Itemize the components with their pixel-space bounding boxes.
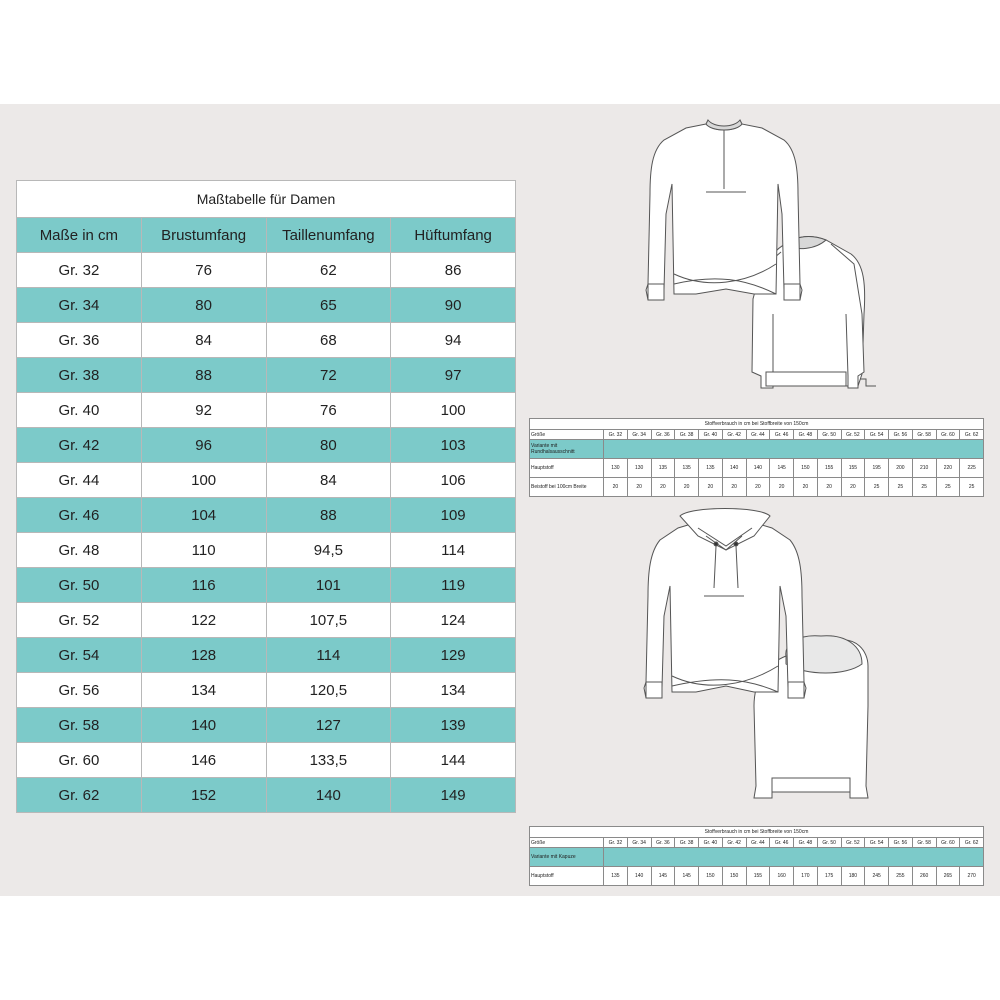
measurement-cell: 94,5 — [266, 533, 391, 568]
fabric-value-cell: 255 — [889, 867, 913, 886]
size-header-cell: Gr. 34 — [627, 430, 651, 440]
fabric-value-cell: 20 — [841, 478, 865, 497]
measurement-cell: 86 — [391, 253, 516, 288]
size-label-cell: Gr. 34 — [17, 288, 142, 323]
size-chart-table — [16, 180, 516, 813]
size-header-cell: Gr. 60 — [936, 430, 960, 440]
measurement-cell: 100 — [141, 463, 266, 498]
size-label-cell: Gr. 48 — [17, 533, 142, 568]
size-row — [17, 638, 516, 673]
size-label-cell: Gr. 62 — [17, 778, 142, 813]
size-row — [17, 323, 516, 358]
fabric-value-cell: 160 — [770, 867, 794, 886]
size-header-cell: Gr. 54 — [865, 838, 889, 848]
size-header-cell: Gr. 52 — [841, 430, 865, 440]
fabric-value-cell: 200 — [889, 459, 913, 478]
fabric-value-cell: 155 — [841, 459, 865, 478]
fabric-table-title: Stoffverbrauch in cm bei Stoffbreite von 150cm — [530, 419, 984, 430]
variant-row — [530, 440, 984, 459]
size-header-cell: Gr. 52 — [841, 838, 865, 848]
fabric-value-cell: 25 — [960, 478, 984, 497]
size-header-cell: Gr. 38 — [675, 838, 699, 848]
size-row — [17, 673, 516, 708]
fabric-value-cell: 20 — [746, 478, 770, 497]
size-label-cell: Gr. 56 — [17, 673, 142, 708]
measurement-cell: 152 — [141, 778, 266, 813]
size-row — [17, 708, 516, 743]
measurement-cell: 127 — [266, 708, 391, 743]
size-header-label: Größe — [530, 838, 604, 848]
fabric-value-cell: 175 — [817, 867, 841, 886]
measurement-cell: 92 — [141, 393, 266, 428]
measurement-cell: 109 — [391, 498, 516, 533]
measurement-cell: 114 — [391, 533, 516, 568]
measurement-cell: 128 — [141, 638, 266, 673]
fabric-value-cell: 25 — [889, 478, 913, 497]
sweater-illustration — [636, 114, 876, 404]
measurement-cell: 80 — [266, 428, 391, 463]
fabric-value-cell: 265 — [936, 867, 960, 886]
size-label-cell: Gr. 52 — [17, 603, 142, 638]
header-cell: Hüftumfang — [391, 218, 516, 253]
size-header-cell: Gr. 42 — [722, 430, 746, 440]
fabric-value-cell: 150 — [699, 867, 723, 886]
fabric-value-cell: 135 — [651, 459, 675, 478]
fabric-value-cell: 135 — [699, 459, 723, 478]
fabric-value-cell: 20 — [722, 478, 746, 497]
fabric-value-cell: 220 — [936, 459, 960, 478]
fabric-consumption-table-crew-neck — [529, 418, 984, 497]
fabric-row — [530, 459, 984, 478]
size-label-cell: Gr. 54 — [17, 638, 142, 673]
fabric-value-cell: 145 — [675, 867, 699, 886]
size-row — [17, 428, 516, 463]
variant-fill — [604, 848, 984, 867]
measurement-cell: 140 — [141, 708, 266, 743]
fabric-value-cell: 260 — [912, 867, 936, 886]
fabric-table-title-row — [530, 419, 984, 430]
size-header-cell: Gr. 56 — [889, 838, 913, 848]
size-row — [17, 463, 516, 498]
size-row — [17, 358, 516, 393]
measurement-cell: 124 — [391, 603, 516, 638]
fabric-value-cell: 195 — [865, 459, 889, 478]
size-header-cell: Gr. 54 — [865, 430, 889, 440]
header-cell: Maße in cm — [17, 218, 142, 253]
measurement-cell: 88 — [141, 358, 266, 393]
size-header-label: Größe — [530, 430, 604, 440]
size-row — [17, 568, 516, 603]
measurement-cell: 144 — [391, 743, 516, 778]
size-header-cell: Gr. 40 — [699, 838, 723, 848]
size-header-cell: Gr. 44 — [746, 430, 770, 440]
size-label-cell: Gr. 38 — [17, 358, 142, 393]
measurement-cell: 80 — [141, 288, 266, 323]
fabric-value-cell: 130 — [627, 459, 651, 478]
measurement-cell: 100 — [391, 393, 516, 428]
fabric-value-cell: 245 — [865, 867, 889, 886]
fabric-value-cell: 150 — [722, 867, 746, 886]
size-label-cell: Gr. 60 — [17, 743, 142, 778]
size-header-cell: Gr. 48 — [794, 430, 818, 440]
size-header-cell: Gr. 50 — [817, 838, 841, 848]
fabric-row-label: Hauptstoff — [530, 867, 604, 886]
size-header-cell: Gr. 60 — [936, 838, 960, 848]
measurement-cell: 96 — [141, 428, 266, 463]
measurement-cell: 72 — [266, 358, 391, 393]
fabric-value-cell: 25 — [865, 478, 889, 497]
measurement-cell: 97 — [391, 358, 516, 393]
measurement-cell: 134 — [391, 673, 516, 708]
measurement-cell: 149 — [391, 778, 516, 813]
fabric-row — [530, 867, 984, 886]
fabric-value-cell: 155 — [746, 867, 770, 886]
size-label-cell: Gr. 50 — [17, 568, 142, 603]
size-header-cell: Gr. 58 — [912, 430, 936, 440]
size-header-cell: Gr. 62 — [960, 838, 984, 848]
measurement-cell: 84 — [141, 323, 266, 358]
size-header-cell: Gr. 58 — [912, 838, 936, 848]
measurement-cell: 106 — [391, 463, 516, 498]
measurement-cell: 88 — [266, 498, 391, 533]
fabric-value-cell: 20 — [794, 478, 818, 497]
size-header-cell: Gr. 36 — [651, 430, 675, 440]
variant-label: Variante mit Kapuze — [530, 848, 604, 867]
fabric-value-cell: 140 — [722, 459, 746, 478]
fabric-value-cell: 130 — [604, 459, 628, 478]
measurement-cell: 62 — [266, 253, 391, 288]
fabric-value-cell: 25 — [936, 478, 960, 497]
size-header-cell: Gr. 32 — [604, 430, 628, 440]
measurement-cell: 68 — [266, 323, 391, 358]
measurement-cell: 133,5 — [266, 743, 391, 778]
fabric-table-title: Stoffverbrauch in cm bei Stoffbreite von 150cm — [530, 827, 984, 838]
fabric-value-cell: 135 — [604, 867, 628, 886]
measurement-cell: 65 — [266, 288, 391, 323]
measurement-cell: 104 — [141, 498, 266, 533]
measurement-cell: 110 — [141, 533, 266, 568]
fabric-value-cell: 145 — [651, 867, 675, 886]
measurement-cell: 139 — [391, 708, 516, 743]
fabric-value-cell: 20 — [651, 478, 675, 497]
fabric-value-cell: 25 — [912, 478, 936, 497]
size-row — [17, 288, 516, 323]
size-label-cell: Gr. 40 — [17, 393, 142, 428]
size-label-cell: Gr. 42 — [17, 428, 142, 463]
fabric-value-cell: 140 — [627, 867, 651, 886]
fabric-size-row — [530, 838, 984, 848]
fabric-row-label: Beistoff bei 100cm Breite — [530, 478, 604, 497]
size-row — [17, 533, 516, 568]
fabric-value-cell: 150 — [794, 459, 818, 478]
size-header-cell: Gr. 44 — [746, 838, 770, 848]
fabric-size-row — [530, 430, 984, 440]
variant-label: Variante mit Rundhalsausschnitt — [530, 440, 604, 459]
measurement-cell: 103 — [391, 428, 516, 463]
size-header-cell: Gr. 42 — [722, 838, 746, 848]
size-header-cell: Gr. 48 — [794, 838, 818, 848]
size-header-cell: Gr. 40 — [699, 430, 723, 440]
size-header-cell: Gr. 36 — [651, 838, 675, 848]
header-cell: Taillenumfang — [266, 218, 391, 253]
hoodie-illustration — [636, 506, 876, 806]
size-header-cell: Gr. 32 — [604, 838, 628, 848]
measurement-cell: 146 — [141, 743, 266, 778]
size-row — [17, 253, 516, 288]
size-row — [17, 603, 516, 638]
measurement-cell: 84 — [266, 463, 391, 498]
size-row — [17, 743, 516, 778]
fabric-value-cell: 225 — [960, 459, 984, 478]
fabric-value-cell: 20 — [770, 478, 794, 497]
fabric-value-cell: 20 — [817, 478, 841, 497]
measurement-cell: 114 — [266, 638, 391, 673]
measurement-cell: 76 — [266, 393, 391, 428]
measurement-cell: 90 — [391, 288, 516, 323]
size-label-cell: Gr. 58 — [17, 708, 142, 743]
size-header-cell: Gr. 46 — [770, 430, 794, 440]
size-row — [17, 393, 516, 428]
measurement-cell: 76 — [141, 253, 266, 288]
measurement-cell: 134 — [141, 673, 266, 708]
size-header-cell: Gr. 34 — [627, 838, 651, 848]
fabric-row — [530, 478, 984, 497]
fabric-consumption-table-hood — [529, 826, 984, 886]
measurement-cell: 94 — [391, 323, 516, 358]
fabric-table-title-row — [530, 827, 984, 838]
fabric-value-cell: 170 — [794, 867, 818, 886]
size-label-cell: Gr. 36 — [17, 323, 142, 358]
size-chart-header-row — [17, 218, 516, 253]
size-row — [17, 498, 516, 533]
header-cell: Brustumfang — [141, 218, 266, 253]
fabric-value-cell: 20 — [675, 478, 699, 497]
size-header-cell: Gr. 56 — [889, 430, 913, 440]
fabric-value-cell: 155 — [817, 459, 841, 478]
size-label-cell: Gr. 46 — [17, 498, 142, 533]
measurement-cell: 119 — [391, 568, 516, 603]
size-row — [17, 778, 516, 813]
fabric-value-cell: 140 — [746, 459, 770, 478]
size-header-cell: Gr. 62 — [960, 430, 984, 440]
measurement-cell: 116 — [141, 568, 266, 603]
fabric-value-cell: 20 — [604, 478, 628, 497]
measurement-cell: 129 — [391, 638, 516, 673]
measurement-cell: 140 — [266, 778, 391, 813]
size-header-cell: Gr. 46 — [770, 838, 794, 848]
size-label-cell: Gr. 32 — [17, 253, 142, 288]
measurement-cell: 120,5 — [266, 673, 391, 708]
size-label-cell: Gr. 44 — [17, 463, 142, 498]
fabric-value-cell: 135 — [675, 459, 699, 478]
fabric-value-cell: 20 — [627, 478, 651, 497]
fabric-value-cell: 180 — [841, 867, 865, 886]
measurement-cell: 107,5 — [266, 603, 391, 638]
size-header-cell: Gr. 50 — [817, 430, 841, 440]
variant-row — [530, 848, 984, 867]
size-header-cell: Gr. 38 — [675, 430, 699, 440]
variant-fill — [604, 440, 984, 459]
fabric-value-cell: 270 — [960, 867, 984, 886]
fabric-value-cell: 20 — [699, 478, 723, 497]
fabric-value-cell: 145 — [770, 459, 794, 478]
fabric-row-label: Hauptstoff — [530, 459, 604, 478]
measurement-cell: 101 — [266, 568, 391, 603]
size-chart-title: Maßtabelle für Damen — [17, 181, 516, 218]
measurement-cell: 122 — [141, 603, 266, 638]
fabric-value-cell: 210 — [912, 459, 936, 478]
